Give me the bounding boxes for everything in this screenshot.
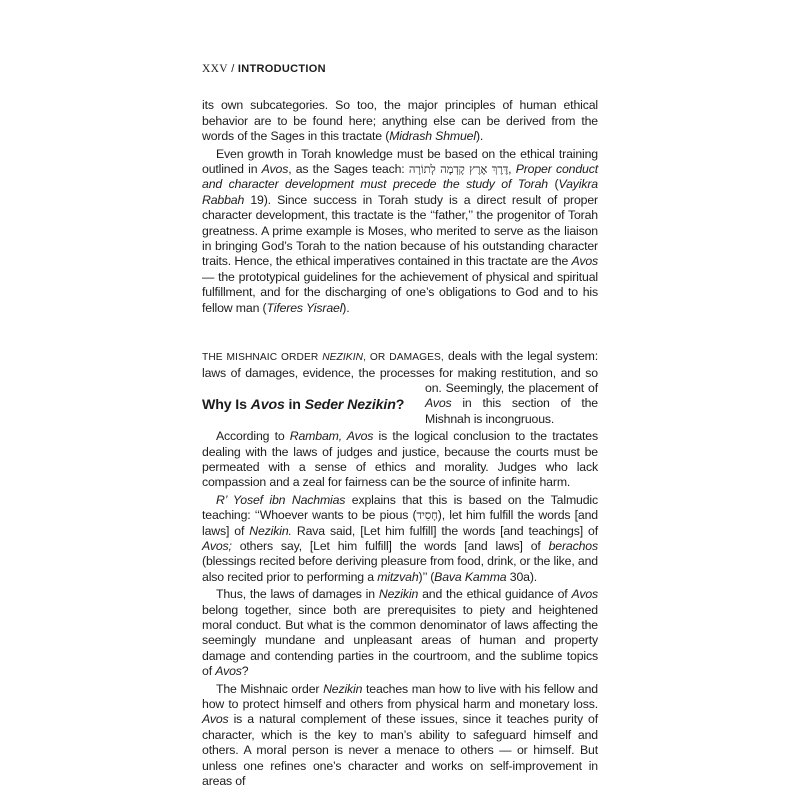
running-head-separator: / bbox=[231, 63, 235, 75]
paragraph-2: Even growth in Torah knowledge must be based on the ethical training outlined in Avos, as the Sages teach: דֶּרֶךְ אֶרֶץ קָדְמָה לְתוֹרָה, Proper conduct and character development must precede the study of Torah (Vayikra Rabbah 19). Since success in Torah study is a direct result of proper character development, this tractate is the ‘‘father,’’ the progenitor of Torah greatness. A prime example is Moses, who merited to serve as the liaison in bringing God’s Torah to the nation because of his outstanding character traits. Hence, the ethical imperatives contained in this tractate are the Avos — the prototypical guidelines for the achievement of physical and spiritual fulfillment, and for the discharging of one’s obligations to God and to his fellow man (Tiferes Yisrael). bbox=[202, 146, 598, 315]
page-number: XXV bbox=[202, 63, 228, 75]
paragraph-1: its own subcategories. So too, the major principles of human ethical behavior are to be found here; anything else can be derived from the words of the Sages in this tractate (Midrash Shmuel). bbox=[202, 98, 598, 144]
chapter-title: INTRODUCTION bbox=[237, 63, 326, 75]
section-lead-in: THE MISHNAIC ORDER NEZIKIN, OR DAMAGES, bbox=[202, 352, 444, 364]
running-head bbox=[202, 62, 598, 77]
paragraph-6: Thus, the laws of damages in Nezikin and the ethical guidance of Avos belong together, since both are prerequisites to piety and heightened moral conduct. But what is the common denominator of laws affecting the seemingly mundane and unpleasant areas of human and property damage and contending parties in the courtroom, and the sublime topics of Avos? bbox=[202, 587, 598, 679]
paragraph-4: According to Rambam, Avos is the logical conclusion to the tractates dealing with the laws of judges and justice, because the courts must be permeated with a sense of ethics and morality. Judges who lack compassion and a zeal for fairness can be the source of infinite harm. bbox=[202, 429, 598, 490]
book-page bbox=[202, 62, 598, 791]
hebrew-word: חָסִיד bbox=[416, 508, 438, 523]
section-heading: Why Is Avos in Seder Nezikin? bbox=[202, 396, 405, 413]
paragraph-3: THE MISHNAIC ORDER NEZIKIN, OR DAMAGES, deals with the legal system: laws of damages, evidence, the processes for making restitution, and so on. Seemingly, the placement of Why Is Avos in Seder Nezikin? Avos in this section of the Mishnah is incongruous. bbox=[202, 349, 598, 426]
paragraph-5: R’ Yosef ibn Nachmias explains that this is based on the Talmudic teaching: ‘‘Whoever wants to be pious (חָסִיד), let him fulfill the words [and laws] of Nezikin. Rava said, [Let him fulfill] the words [and teachings] of Avos; others say, [Let him fulfill] the words [and laws] of berachos (blessings recited before deriving pleasure from food, drink, or the like, and also recited prior to performing a mitzvah)’’ (Bava Kamma 30a). bbox=[202, 492, 598, 584]
section-gap bbox=[202, 318, 598, 349]
paragraph-7: The Mishnaic order Nezikin teaches man how to live with his fellow and how to protect himself and others from physical harm and monetary loss. Avos is a natural complement of these issues, since it teaches purity of character, which is the key to man’s ability to safeguard himself and others. A moral person is never a menace to others — or himself. But unless one refines one’s character and works on self-improvement in areas of bbox=[202, 681, 598, 789]
hebrew-quote: דֶּרֶךְ אֶרֶץ קָדְמָה לְתוֹרָה bbox=[408, 162, 509, 177]
